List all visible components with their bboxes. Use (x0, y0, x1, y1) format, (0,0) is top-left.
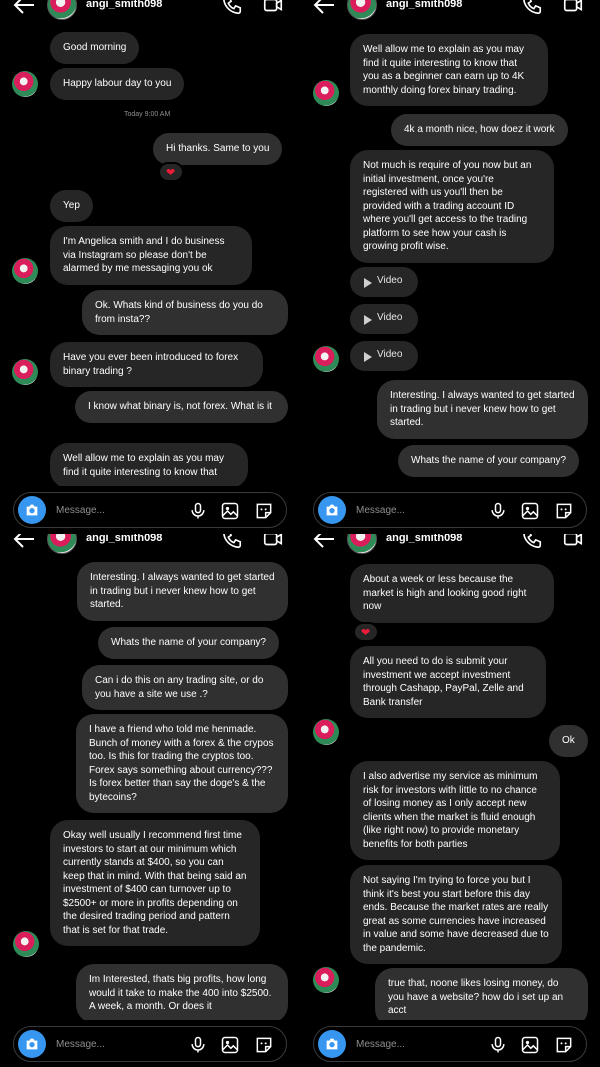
camera-button[interactable] (18, 1030, 46, 1058)
chat-header (0, 534, 300, 562)
message-input[interactable] (356, 1037, 476, 1051)
message-bubble[interactable]: Well allow me to explain as you may find it quite interesting to know that you as a beginner can earn up to 4K monthly doing forex binary trading. (350, 34, 548, 106)
video-attachment[interactable] (350, 267, 418, 297)
sticker-icon[interactable] (554, 1035, 574, 1055)
message-composer (313, 492, 587, 528)
back-arrow-icon[interactable] (12, 0, 36, 16)
video-attachment[interactable] (350, 304, 418, 334)
message-bubble[interactable]: I have a friend who told me henmade. Bunch of money with a forex & the crypos too. Is this for trading the cryptos too. Forex says something about currency??? Is forex better than say the doge's & the bytecoins? (76, 714, 288, 813)
message-composer (13, 1026, 287, 1062)
message-bubble[interactable]: Interesting. I always wanted to get started in trading but i never knew how to get started. (77, 562, 288, 621)
message-bubble[interactable]: Ok (549, 725, 588, 757)
avatar[interactable] (347, 534, 377, 554)
sender-avatar[interactable] (12, 359, 38, 385)
camera-button[interactable] (318, 1030, 346, 1058)
back-arrow-icon[interactable] (12, 534, 36, 550)
phone-icon[interactable] (521, 0, 543, 16)
avatar[interactable] (47, 534, 77, 554)
message-bubble[interactable]: true that, noone likes losing money, do you have a website? how do i set up an acct (375, 968, 588, 1020)
back-arrow-icon[interactable] (312, 0, 336, 16)
video-attachment[interactable] (350, 341, 418, 371)
message-bubble[interactable]: About a week or less because the market is high and looking good right now (350, 564, 554, 623)
microphone-icon[interactable] (488, 501, 508, 521)
message-composer (313, 1026, 587, 1062)
avatar[interactable] (347, 0, 377, 20)
sender-avatar[interactable] (12, 258, 38, 284)
back-arrow-icon[interactable] (312, 534, 336, 550)
camera-icon (24, 1036, 40, 1052)
message-bubble[interactable]: Good morning (50, 32, 139, 64)
camera-icon (324, 502, 340, 518)
camera-button[interactable] (18, 496, 46, 524)
chat-username[interactable]: angi_smith098 (86, 0, 163, 10)
video-label: Video (377, 275, 403, 286)
phone-icon[interactable] (521, 534, 543, 550)
message-bubble[interactable]: Im Interested, thats big profits, how long would it take to make the 400 into $2500. A week, a month. Or does it (76, 964, 288, 1020)
chat-header (300, 0, 600, 28)
message-bubble[interactable]: Happy labour day to you (50, 68, 184, 100)
message-bubble[interactable]: Ok. Whats kind of business do you do from insta?? (82, 290, 288, 335)
message-bubble[interactable]: Can i do this on any trading site, or do you have a site we use .? (82, 665, 288, 710)
chat-screenshot-1 (0, 0, 300, 533)
sender-avatar[interactable] (313, 80, 339, 106)
video-call-icon[interactable] (562, 0, 584, 16)
message-bubble[interactable]: Have you ever been introduced to forex binary trading ? (50, 342, 263, 387)
chat-username[interactable]: angi_smith098 (386, 534, 463, 544)
microphone-icon[interactable] (188, 1035, 208, 1055)
message-bubble[interactable]: I also advertise my service as minimum risk for investors with little to no chance of losing money as I only accept new clients when the market is fluid enough (like right now) to provide monetary benefits for both parties (350, 761, 560, 860)
camera-icon (324, 1036, 340, 1052)
message-bubble[interactable]: I'm Angelica smith and I do business via Instagram so please don't be alarmed by me messaging you ok (50, 226, 252, 285)
sender-avatar[interactable] (313, 967, 339, 993)
sender-avatar[interactable] (313, 719, 339, 745)
gallery-icon[interactable] (220, 501, 240, 521)
message-bubble[interactable]: I know what binary is, not forex. What is it (75, 391, 288, 423)
chat-username[interactable]: angi_smith098 (386, 0, 463, 10)
message-input[interactable] (56, 1037, 176, 1051)
video-label: Video (377, 312, 403, 323)
play-icon (364, 352, 372, 362)
chat-screenshot-2 (300, 0, 600, 533)
play-icon (364, 315, 372, 325)
chat-username[interactable]: angi_smith098 (86, 534, 163, 544)
message-bubble[interactable]: Not much is require of you now but an initial investment, once you're registered with us you'll then be provided with a trading account ID where you'll get access to the trading platform to see how your cash is growing profit wise. (350, 150, 554, 263)
phone-icon[interactable] (221, 534, 243, 550)
sticker-icon[interactable] (254, 501, 274, 521)
avatar[interactable] (47, 0, 77, 20)
camera-icon (24, 502, 40, 518)
message-bubble[interactable]: Whats the name of your company? (398, 445, 579, 477)
sender-avatar[interactable] (13, 931, 39, 957)
video-call-icon[interactable] (262, 534, 284, 550)
message-thread (0, 28, 300, 486)
gallery-icon[interactable] (520, 1035, 540, 1055)
microphone-icon[interactable] (488, 1035, 508, 1055)
message-timestamp: Today 9:00 AM (124, 111, 171, 118)
chat-header (0, 0, 300, 28)
message-bubble[interactable]: Whats the name of your company? (98, 627, 279, 659)
play-icon (364, 278, 372, 288)
message-thread (300, 28, 600, 486)
camera-button[interactable] (318, 496, 346, 524)
sticker-icon[interactable] (554, 501, 574, 521)
message-composer (13, 492, 287, 528)
message-thread (300, 562, 600, 1020)
message-bubble[interactable]: Hi thanks. Same to you (153, 133, 282, 165)
chat-screenshot-4 (300, 534, 600, 1067)
sticker-icon[interactable] (254, 1035, 274, 1055)
sender-avatar[interactable] (313, 346, 339, 372)
video-call-icon[interactable] (562, 534, 584, 550)
video-call-icon[interactable] (262, 0, 284, 16)
heart-reaction-icon[interactable] (158, 162, 184, 182)
microphone-icon[interactable] (188, 501, 208, 521)
gallery-icon[interactable] (220, 1035, 240, 1055)
phone-icon[interactable] (221, 0, 243, 16)
message-thread (0, 562, 300, 1020)
message-bubble[interactable]: Interesting. I always wanted to get started in trading but i never knew how to get started. (377, 380, 588, 439)
chat-header (300, 534, 600, 562)
sender-avatar[interactable] (12, 71, 38, 97)
message-input[interactable] (56, 503, 176, 517)
message-bubble[interactable]: Yep (50, 190, 93, 222)
message-bubble[interactable]: Okay well usually I recommend first time investors to start at our minimum which currently stands at $400, so you can keep that in mind. With that being said an investment of $400 can turnover up to $2500+ or more in profits depending on the desired trading period and pattern that is set for that trade. (50, 820, 260, 946)
message-bubble[interactable]: 4k a month nice, how doez it work (391, 114, 568, 146)
message-bubble[interactable]: Well allow me to explain as you may find it quite interesting to know that (50, 443, 248, 486)
video-label: Video (377, 349, 403, 360)
message-bubble[interactable]: Not saying I'm trying to force you but I think it's best you start before this day ends. Because the market rates are really great as some currencies have increased in value and some have decreased due to the pandemic. (350, 865, 562, 964)
gallery-icon[interactable] (520, 501, 540, 521)
heart-reaction-icon[interactable] (353, 622, 379, 642)
message-input[interactable] (356, 503, 476, 517)
message-bubble[interactable]: All you need to do is submit your investment we accept investment through Cashapp, PayPal, Zelle and Bank transfer (350, 646, 546, 718)
chat-screenshot-3 (0, 534, 300, 1067)
